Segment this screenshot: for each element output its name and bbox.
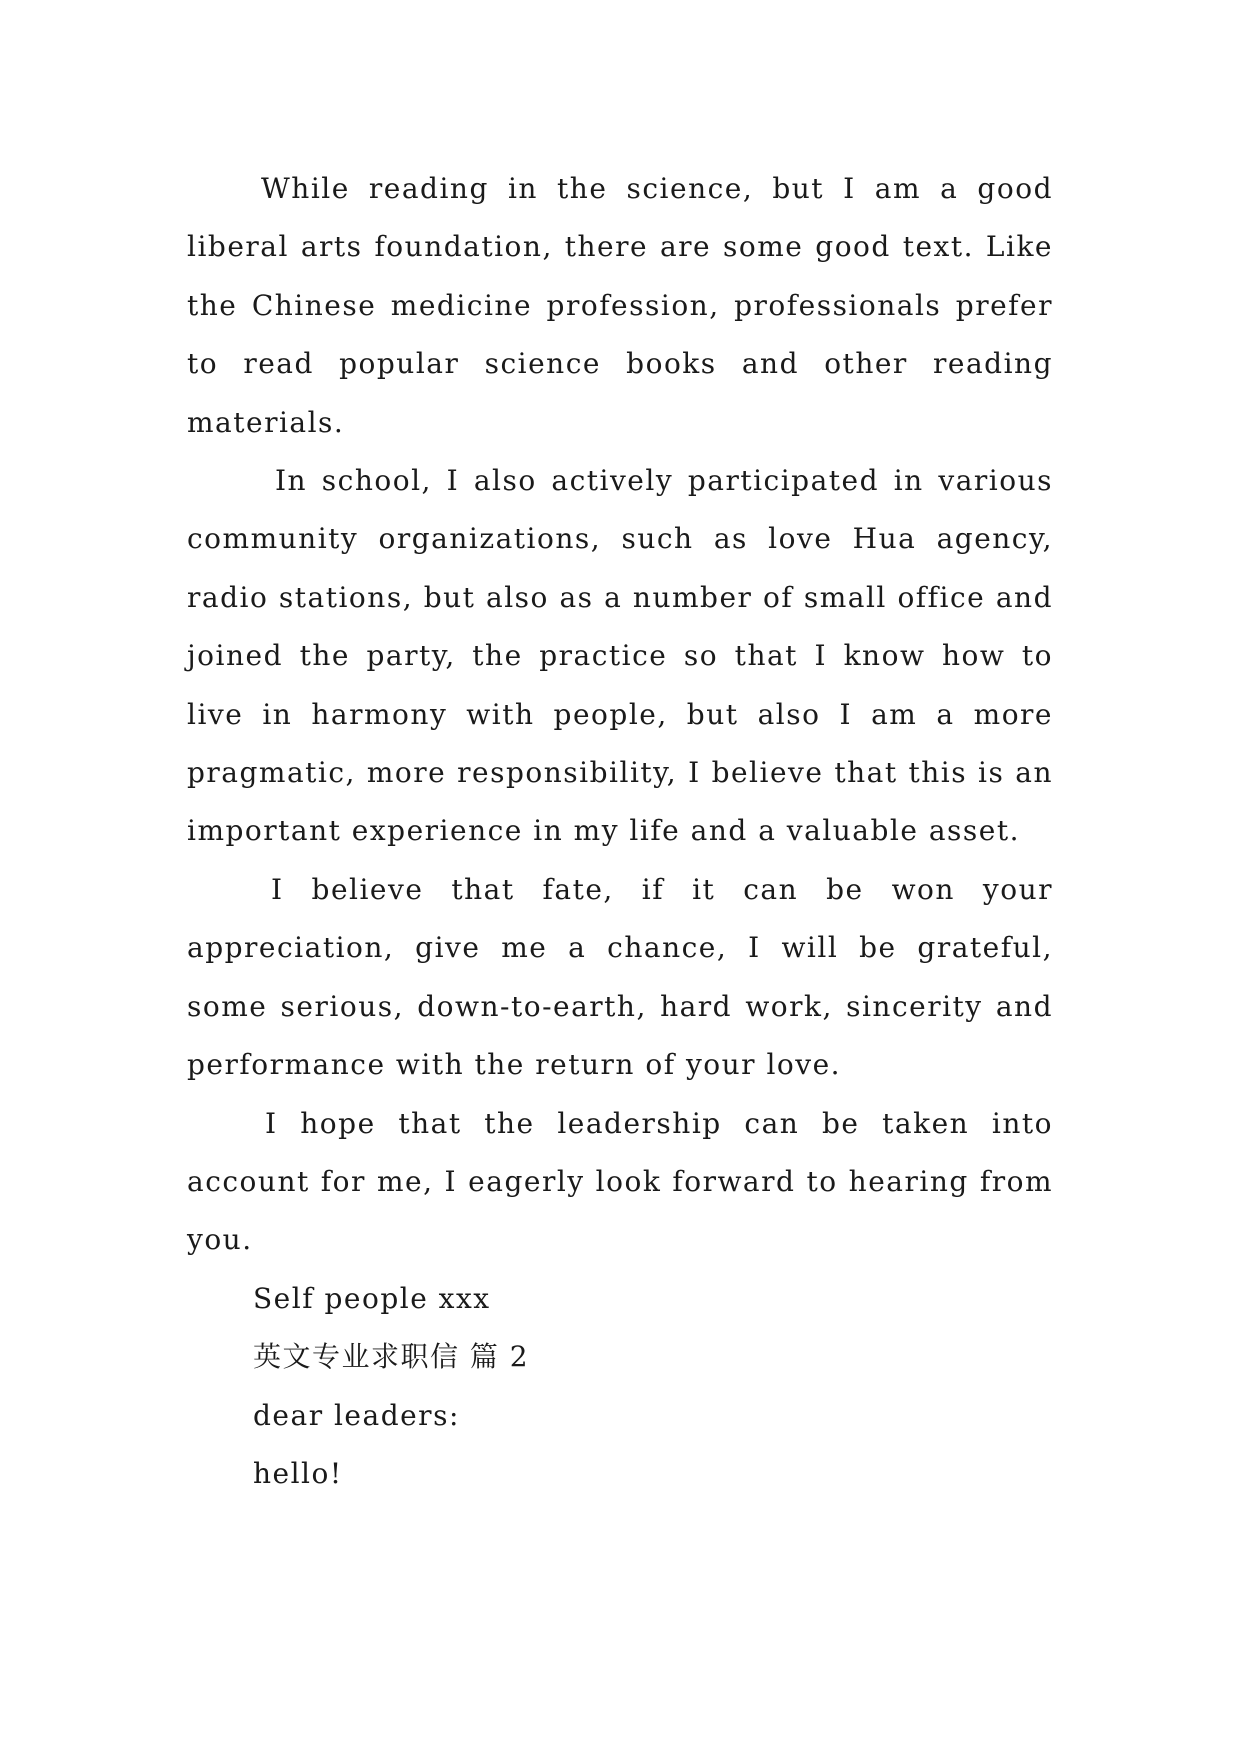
paragraph-closing-hope: I hope that the leadership can be taken into account for me, I eagerly look forward to hearing from you. [187,1106,1053,1257]
salutation-line: dear leaders: [253,1398,460,1432]
section-heading: 英文专业求职信 篇 2 [253,1340,530,1374]
greeting-line: hello! [253,1456,343,1490]
paragraph-belief: I believe that fate, if it can be won your appreciation, give me a chance, I will be grateful, some serious, down-to-earth, hard work, sincerity and performance with the return of your love. [187,872,1053,1082]
paragraph-reading: While reading in the science, but I am a good liberal arts foundation, there are some good text. Like the Chinese medicine profession, professionals prefer to read popular science books and other reading materials. [187,172,1053,439]
paragraph-school-activities: In school, I also actively participated in various community organizations, such as love Hua agency, radio stations, but also as a number of small office and joined the party, the practice so that I know how to live in harmony with people, but also I am a more pragmatic, more responsibility, I believe that this is an important experience in my life and a valuable asset. [187,464,1053,848]
signature-line: Self people xxx [253,1281,491,1315]
document-body [187,160,1053,1503]
